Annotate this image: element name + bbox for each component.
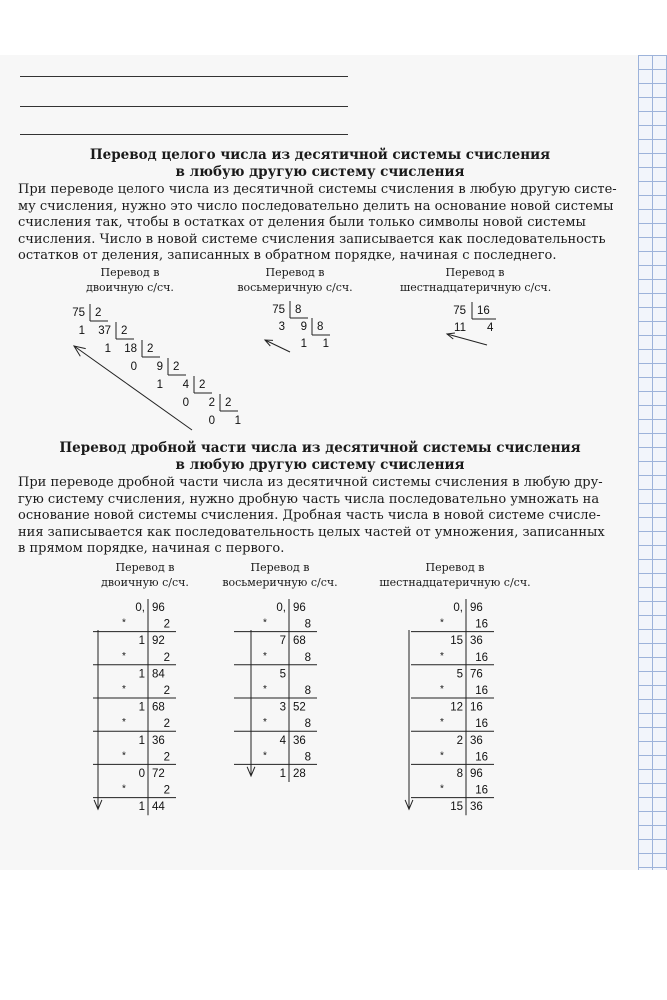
fraction-part-value: 84 <box>152 668 165 681</box>
remainder-value: 3 <box>278 321 285 333</box>
integer-part-value: 1 <box>138 801 145 814</box>
integer-part-value: 0 <box>138 768 145 780</box>
dividend-value: 18 <box>124 343 137 355</box>
multiply-sign: * <box>122 783 126 795</box>
caption-line: шестнадцатеричную с/сч. <box>379 576 531 589</box>
integer-part-value: 0, <box>276 602 286 614</box>
remainder-value: 1 <box>156 379 163 391</box>
dividend-value: 75 <box>72 307 85 319</box>
fraction-part-value: 36 <box>470 734 483 747</box>
caption-line: Перевод в <box>265 266 325 279</box>
remainder-value: 1 <box>78 325 85 337</box>
caption-line: двоичную с/сч. <box>101 576 189 589</box>
integer-part-value: 4 <box>279 734 286 747</box>
integer-part-value: 1 <box>138 635 145 648</box>
caption-line: Перевод в <box>115 561 175 574</box>
dividend-value: 9 <box>156 361 163 373</box>
base-multiplier: 8 <box>304 751 311 764</box>
caption-line: Перевод в <box>445 266 505 279</box>
section2-title-line: в любую другую систему счисления <box>175 457 465 473</box>
read-direction-arrow <box>74 346 192 430</box>
fraction-part-value: 36 <box>470 801 483 814</box>
integer-part-value: 2 <box>456 734 463 747</box>
base-multiplier: 16 <box>475 784 488 797</box>
multiply-sign: * <box>263 617 267 629</box>
fraction-part-value: 96 <box>293 602 306 614</box>
multiply-sign: * <box>440 750 444 762</box>
base-multiplier: 8 <box>304 651 311 664</box>
fraction-part-value: 52 <box>293 701 306 714</box>
caption-line: шестнадцатеричную с/сч. <box>400 281 552 294</box>
paragraph-line: основание новой системы счисления. Дробная часть числа в новой системе счисле- <box>18 508 601 523</box>
remainder-value: 1 <box>300 338 307 350</box>
final-quotient-value: 1 <box>322 338 329 350</box>
dividend-value: 4 <box>182 379 189 391</box>
final-quotient-value: 1 <box>234 415 241 427</box>
multiply-sign: * <box>122 684 126 695</box>
multiply-sign: * <box>440 783 444 795</box>
fraction-part-value: 36 <box>470 635 483 648</box>
caption-line: Перевод в <box>425 561 485 574</box>
section1-title-line: в любую другую систему счисления <box>175 164 465 180</box>
dividend-value: 75 <box>272 304 285 316</box>
integer-part-value: 7 <box>279 635 286 648</box>
divisor-value: 2 <box>225 397 232 409</box>
paragraph-line: му счисления, нужно это число последовательно делить на основание новой системы <box>18 198 614 214</box>
read-direction-arrow <box>265 340 290 352</box>
fraction-part-value: 36 <box>293 734 306 747</box>
base-multiplier: 2 <box>163 784 170 797</box>
caption-line: Перевод в <box>100 266 160 279</box>
divisor-value: 2 <box>95 307 102 319</box>
dividend-value: 37 <box>98 325 111 337</box>
divisor-value: 2 <box>147 343 154 355</box>
base-multiplier: 16 <box>475 618 488 631</box>
base-multiplier: 8 <box>304 685 311 697</box>
read-direction-arrow <box>447 334 487 345</box>
divisor-value: 2 <box>121 325 128 337</box>
integer-part-value: 1 <box>138 701 145 714</box>
divisor-value: 8 <box>317 321 324 333</box>
caption-line: Перевод в <box>250 561 310 574</box>
integer-part-value: 5 <box>279 668 286 681</box>
fraction-part-value: 68 <box>293 635 306 648</box>
paragraph-line: При переводе целого числа из десятичной системы счисления в любую другую систе- <box>18 182 617 197</box>
base-multiplier: 2 <box>163 685 170 697</box>
fraction-part-value: 96 <box>470 768 483 780</box>
base-multiplier: 8 <box>304 618 311 631</box>
base-multiplier: 2 <box>163 751 170 764</box>
integer-part-value: 12 <box>450 701 463 714</box>
remainder-value: 0 <box>130 361 137 373</box>
paragraph-line: счисления. Число в новой системе счисления записывается как последовательность <box>18 231 606 247</box>
fraction-part-value: 36 <box>152 734 165 747</box>
caption-line: двоичную с/сч. <box>86 281 174 294</box>
multiply-sign: * <box>440 717 444 729</box>
fraction-part-value: 76 <box>470 668 483 681</box>
remainder-value: 1 <box>104 343 111 355</box>
fraction-part-value: 96 <box>152 602 165 614</box>
multiply-sign: * <box>122 750 126 762</box>
multiply-sign: * <box>440 650 444 662</box>
remainder-value: 0 <box>208 415 215 427</box>
integer-part-value: 1 <box>138 668 145 681</box>
multiply-sign: * <box>122 717 126 729</box>
dividend-value: 75 <box>453 305 466 317</box>
fraction-part-value: 28 <box>293 768 306 780</box>
base-multiplier: 2 <box>163 618 170 631</box>
caption-line: восьмеричную с/сч. <box>237 281 353 294</box>
integer-part-value: 1 <box>279 768 286 780</box>
paragraph-line: гую систему счисления, нужно дробную часть числа последовательно умножать на <box>18 491 600 507</box>
multiply-sign: * <box>122 650 126 662</box>
dividend-value: 2 <box>208 397 215 409</box>
multiply-sign: * <box>263 684 267 695</box>
paragraph-line: ния записывается как последовательность целых частей от умножения, записанных <box>18 524 605 540</box>
integer-part-value: 15 <box>450 801 463 814</box>
caption-line: восьмеричную с/сч. <box>222 576 338 589</box>
grid-paper-edge <box>638 55 667 870</box>
fraction-part-value: 44 <box>152 801 165 814</box>
divisor-value: 2 <box>199 379 206 391</box>
divisor-value: 2 <box>173 361 180 373</box>
base-multiplier: 16 <box>475 718 488 731</box>
section2-title-line: Перевод дробной части числа из десятичной системы счисления <box>59 440 581 456</box>
integer-part-value: 5 <box>456 668 463 681</box>
integer-part-value: 1 <box>138 734 145 747</box>
remainder-value: 11 <box>454 322 466 334</box>
fraction-part-value: 96 <box>470 602 483 614</box>
integer-part-value: 8 <box>456 768 463 780</box>
dividend-value: 9 <box>300 321 307 333</box>
multiply-sign: * <box>263 750 267 762</box>
paragraph-line: счисления так, чтобы в остатках от деления были только символы новой системы <box>18 215 586 230</box>
base-multiplier: 2 <box>163 718 170 731</box>
integer-part-value: 15 <box>450 635 463 648</box>
paragraph-line: При переводе дробной части числа из десятичной системы счисления в любую дру- <box>18 475 603 490</box>
base-multiplier: 8 <box>304 718 311 731</box>
fraction-part-value: 16 <box>470 701 483 714</box>
section1-title-line: Перевод целого числа из десятичной системы счисления <box>89 147 551 163</box>
multiply-sign: * <box>263 717 267 729</box>
divisor-value: 16 <box>477 305 490 317</box>
paragraph-line: в прямом порядке, начиная с первого. <box>18 541 285 556</box>
fraction-part-value: 92 <box>152 635 165 648</box>
integer-part-value: 3 <box>279 701 286 714</box>
multiply-sign: * <box>263 650 267 662</box>
fraction-part-value: 72 <box>152 768 165 780</box>
integer-part-value: 0, <box>135 602 145 614</box>
paragraph-line: остатков от деления, записанных в обратном порядке, начиная с последнего. <box>18 248 557 263</box>
multiply-sign: * <box>122 617 126 629</box>
final-quotient-value: 4 <box>487 322 494 334</box>
base-multiplier: 16 <box>475 651 488 664</box>
multiply-sign: * <box>440 684 444 695</box>
remainder-value: 0 <box>182 397 189 409</box>
integer-part-value: 0, <box>453 602 463 614</box>
base-multiplier: 16 <box>475 751 488 764</box>
fraction-part-value: 68 <box>152 701 165 714</box>
base-multiplier: 2 <box>163 651 170 664</box>
multiply-sign: * <box>440 617 444 629</box>
base-multiplier: 16 <box>475 685 488 697</box>
divisor-value: 8 <box>295 304 302 316</box>
